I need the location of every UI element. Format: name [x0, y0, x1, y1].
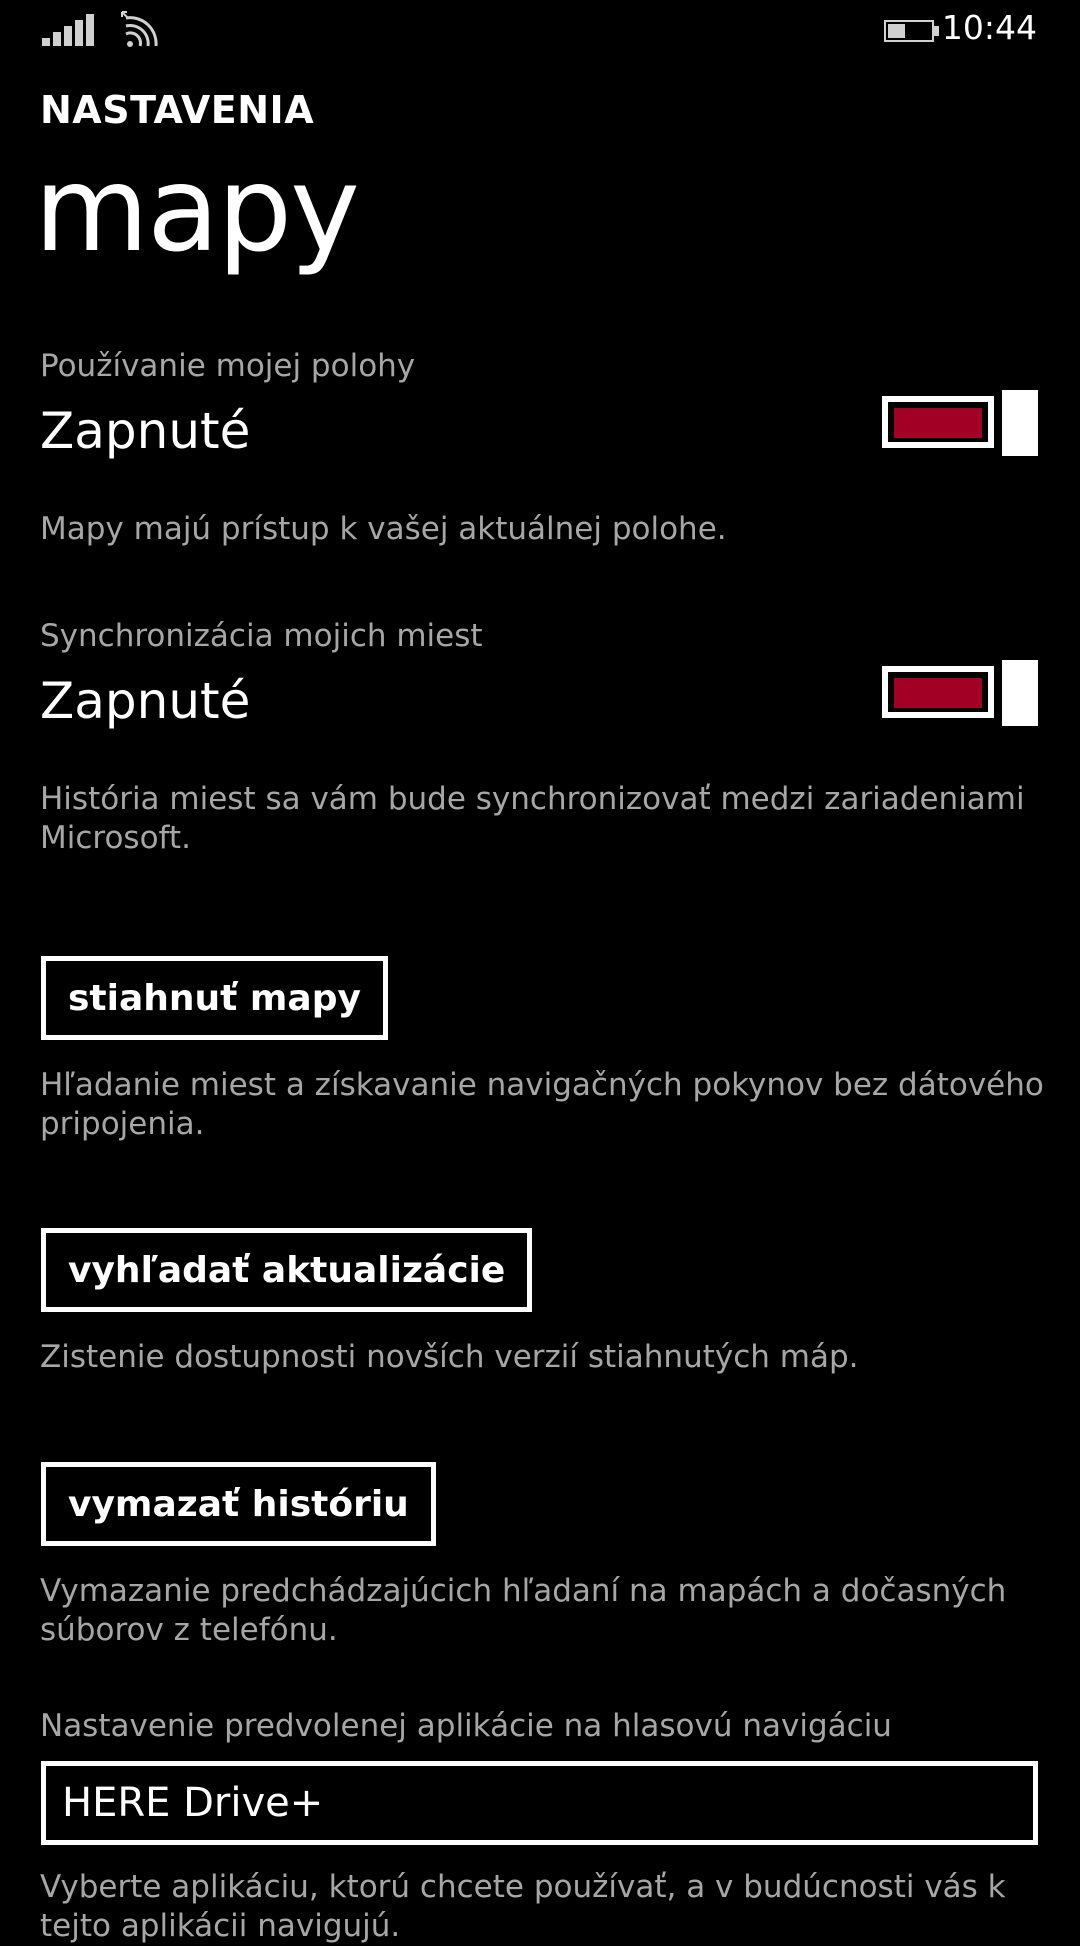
download-maps-button[interactable]: stiahnuť mapy	[41, 956, 388, 1040]
voice-nav-picker[interactable]: HERE Drive+	[41, 1761, 1038, 1845]
battery-icon	[884, 20, 940, 42]
location-label: Používanie mojej polohy	[40, 348, 416, 384]
signal-bars-icon	[42, 14, 94, 46]
download-description: Hľadanie miest a získavanie navigačných pokynov bez dátového pripojenia.	[40, 1067, 1044, 1142]
sync-toggle[interactable]	[882, 660, 1038, 726]
voice-nav-label: Nastavenie predvolenej aplikácie na hlasovú navigáciu	[40, 1708, 892, 1744]
location-description: Mapy majú prístup k vašej aktuálnej polohe.	[40, 511, 727, 547]
check-updates-button[interactable]: vyhľadať aktualizácie	[41, 1228, 532, 1312]
wifi-icon	[120, 10, 162, 48]
updates-description: Zistenie dostupnosti novších verzií stiahnutých máp.	[40, 1339, 859, 1375]
toggle-thumb[interactable]	[1002, 660, 1038, 726]
toggle-fill	[894, 408, 982, 438]
delete-history-button[interactable]: vymazať históriu	[41, 1462, 436, 1546]
sync-description: História miest sa vám bude synchronizovať medzi zariadeniami Microsoft.	[40, 781, 1025, 856]
history-description: Vymazanie predchádzajúcich hľadaní na mapách a dočasných súborov z telefónu.	[40, 1573, 1007, 1648]
toggle-thumb[interactable]	[1002, 390, 1038, 456]
page-title: mapy	[34, 140, 358, 278]
location-state: Zapnuté	[40, 402, 251, 460]
location-toggle[interactable]	[882, 390, 1038, 456]
toggle-fill	[894, 678, 982, 708]
sync-state: Zapnuté	[40, 672, 251, 730]
voice-nav-description: Vyberte aplikáciu, ktorú chcete používať, a v budúcnosti vás k tejto aplikácii navigujú.	[40, 1869, 1006, 1944]
app-title: NASTAVENIA	[40, 88, 315, 132]
sync-label: Synchronizácia mojich miest	[40, 618, 483, 654]
status-bar	[0, 0, 1080, 60]
status-time: 10:44	[941, 8, 1037, 47]
